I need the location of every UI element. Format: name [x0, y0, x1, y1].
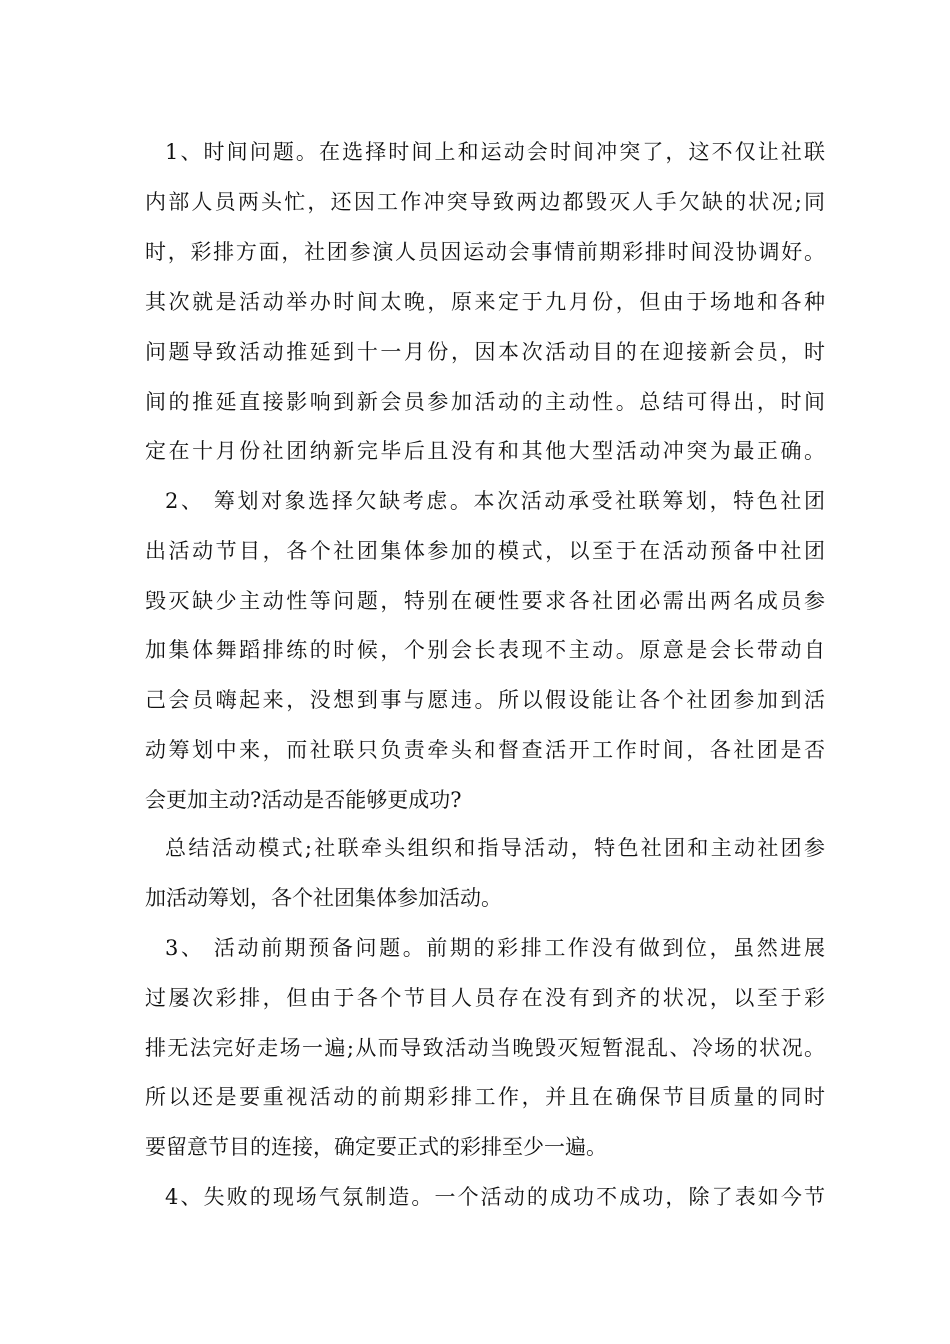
- text-line: 问题导致活动推延到十一月份，因本次活动目的在迎接新会员，时: [145, 340, 825, 364]
- text-line: 动筹划中来，而社联只负责牵头和督查活开工作时间，各社团是否: [145, 738, 825, 762]
- text-line: 4、失败的现场气氛制造。一个活动的成功不成功，除了表如今节: [165, 1185, 825, 1209]
- text-line: 排无法完好走场一遍;从而导致活动当晚毁灭短暂混乱、冷场的状况。: [145, 1036, 825, 1060]
- text-line: 出活动节目，各个社团集体参加的模式，以至于在活动预备中社团: [145, 539, 825, 563]
- text-line: 总结活动模式;社联牵头组织和指导活动，特色社团和主动社团参: [165, 836, 825, 860]
- text-line: 所以还是要重视活动的前期彩排工作，并且在确保节目质量的同时: [145, 1085, 825, 1109]
- text-line: 其次就是活动举办时间太晚，原来定于九月份，但由于场地和各种: [145, 290, 825, 314]
- text-line: 定在十月份社团纳新完毕后且没有和其他大型活动冲突为最正确。: [145, 439, 825, 463]
- text-line: 加集体舞蹈排练的时候，个别会长表现不主动。原意是会长带动自: [145, 638, 825, 662]
- text-line: 1、时间问题。在选择时间上和运动会时间冲突了，这不仅让社联: [165, 140, 825, 164]
- text-line: 毁灭缺少主动性等问题，特别在硬性要求各社团必需出两名成员参: [145, 589, 825, 613]
- text-line: 3、 活动前期预备问题。前期的彩排工作没有做到位，虽然进展: [165, 936, 825, 960]
- text-line: 内部人员两头忙，还因工作冲突导致两边都毁灭人手欠缺的状况;同: [145, 190, 825, 214]
- text-line: 间的推延直接影响到新会员参加活动的主动性。总结可得出，时间: [145, 390, 825, 414]
- text-line: 时，彩排方面，社团参演人员因运动会事情前期彩排时间没协调好。: [145, 240, 825, 264]
- text-line: 要留意节目的连接，确定要正式的彩排至少一遍。: [145, 1135, 607, 1159]
- text-line: 过屡次彩排，但由于各个节目人员存在没有到齐的状况，以至于彩: [145, 986, 825, 1010]
- text-line: 2、 筹划对象选择欠缺考虑。本次活动承受社联筹划，特色社团: [165, 489, 825, 513]
- text-line: 己会员嗨起来，没想到事与愿违。所以假设能让各个社团参加到活: [145, 688, 825, 712]
- text-line: 加活动筹划，各个社团集体参加活动。: [145, 886, 502, 910]
- text-line: 会更加主动?活动是否能够更成功?: [145, 788, 462, 812]
